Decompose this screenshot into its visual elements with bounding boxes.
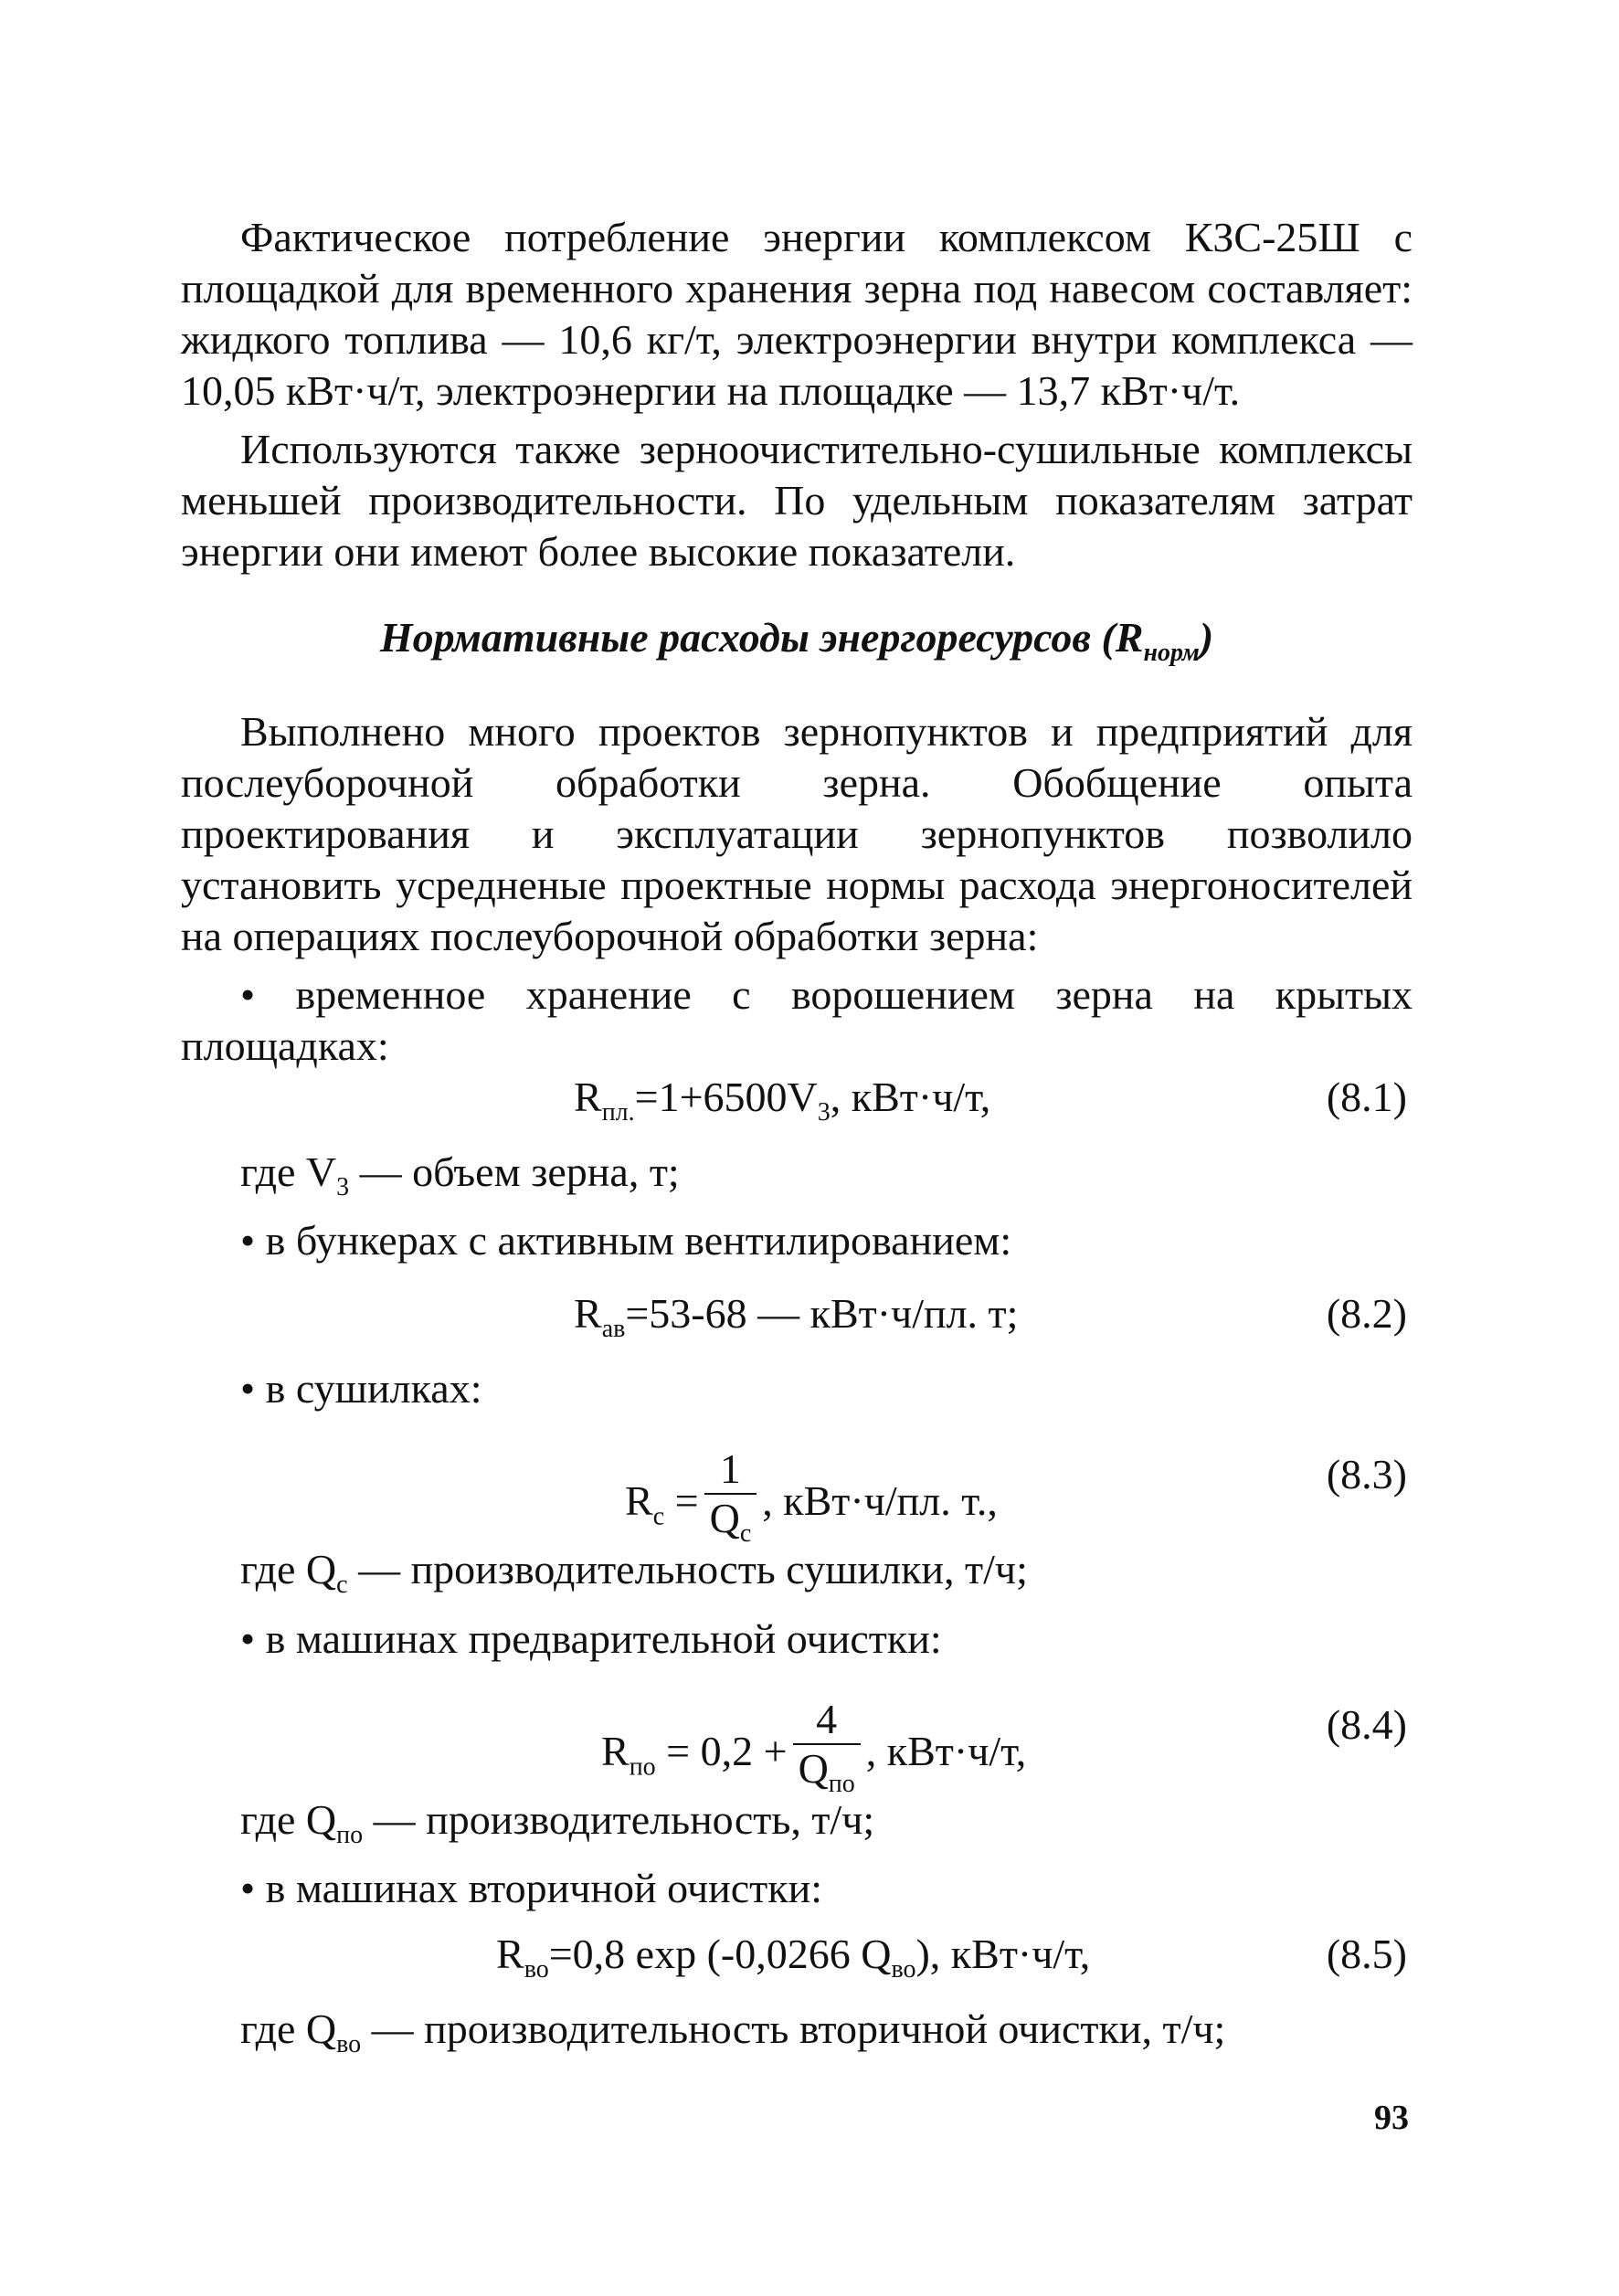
formula-8-1: [181, 1072, 1413, 1145]
bullet-secondary-cleaning: • в машинах вторичной очистки:: [240, 1864, 822, 1911]
bullet-temporary-storage: • временное хранение с ворошением зерна на крытых площадках:: [181, 971, 1413, 1070]
formula-8-5: [181, 1929, 1413, 2002]
heading-subscript: норм: [1143, 639, 1200, 668]
equation-number: (8.2): [1326, 1290, 1407, 1338]
formula-8-2: [181, 1288, 1413, 1361]
formula-expression: $R_{по} = 0,2$ + $\frac{4}{Q_{по}}$ , кВт·ч/т,: [601, 1699, 1026, 1812]
formula-expression: $R_c$ = $\frac{1}{Q_c}$ , кВт·ч/пл. т.,: [625, 1449, 998, 1561]
bullet-pre-cleaning: • в машинах предварительной очистки:: [240, 1614, 942, 1662]
where-volume: где $V_3$ — объем зерна, т;: [240, 1148, 680, 1202]
paragraph-smaller-complexes: Используются также зерноочистительно-сушильные комплексы меньшей производительности. По удельным показателям затрат энергии они имеют более высокие показатели.: [181, 426, 1413, 575]
heading-close: ): [1199, 614, 1214, 661]
fraction: $\frac{1}{Q_c}$: [704, 1445, 757, 1558]
where-secondary-cleaning-capacity: где $Q_{во}$ — производительность вторичной очистки, т/ч;: [240, 2005, 1226, 2058]
fraction: $\frac{4}{Q_{по}}$: [793, 1696, 861, 1808]
formula-8-3: [181, 1414, 1413, 1549]
where-pre-cleaning-capacity: где $Q_{по}$ — производительность, т/ч;: [240, 1795, 875, 1849]
formula-expression: $R_{ав}=53-68$ — кВт·ч/пл. т;: [574, 1290, 1019, 1344]
equation-number: (8.5): [1326, 1930, 1407, 1977]
formula-expression: $R_{во}=0,8$ exp (-0,0266 $Q_{во}$), кВт·ч/т,: [496, 1930, 1091, 1984]
heading-text: Нормативные расходы энергоресурсов (R: [379, 614, 1144, 661]
where-dryer-capacity: где $Q_c$ — производительность сушилки, т/ч;: [240, 1546, 1028, 1600]
formula-8-4: [181, 1665, 1413, 1798]
bullet-dryers: • в сушилках:: [240, 1365, 482, 1413]
formula-expression: $R_{пл.}=1+6500V_3$, кВт·ч/т,: [574, 1074, 991, 1127]
equation-number: (8.1): [1326, 1074, 1407, 1121]
equation-number: (8.4): [1326, 1700, 1407, 1748]
equation-number: (8.3): [1326, 1451, 1407, 1498]
paragraph-intro: Выполнено много проектов зернопунктов и предприятий для послеуборочной обработки зерна. Обобщение опыта проектирования и эксплуатации зернопунктов позволило установить усредненые проектные нормы расхода энергоносителей на операциях послеуборочной обработки зерна:: [181, 708, 1413, 960]
paragraph-energy-consumption: Фактическое потребление энергии комплексом КЗС-25Ш с площадкой для временного хранения зерна под навесом составляет: жидкого топлива — 10,6 кг/т, электроэнергии внутри комплекса — 10,05 кВт·ч/т, электроэнергии на площадке — 13,7 кВт·ч/т.: [181, 214, 1413, 414]
bullet-bunkers: • в бункерах с активным вентилированием:: [240, 1217, 1012, 1264]
page-number: 93: [1374, 2099, 1409, 2137]
section-heading: [181, 612, 1413, 679]
page-body: [181, 212, 1413, 2070]
